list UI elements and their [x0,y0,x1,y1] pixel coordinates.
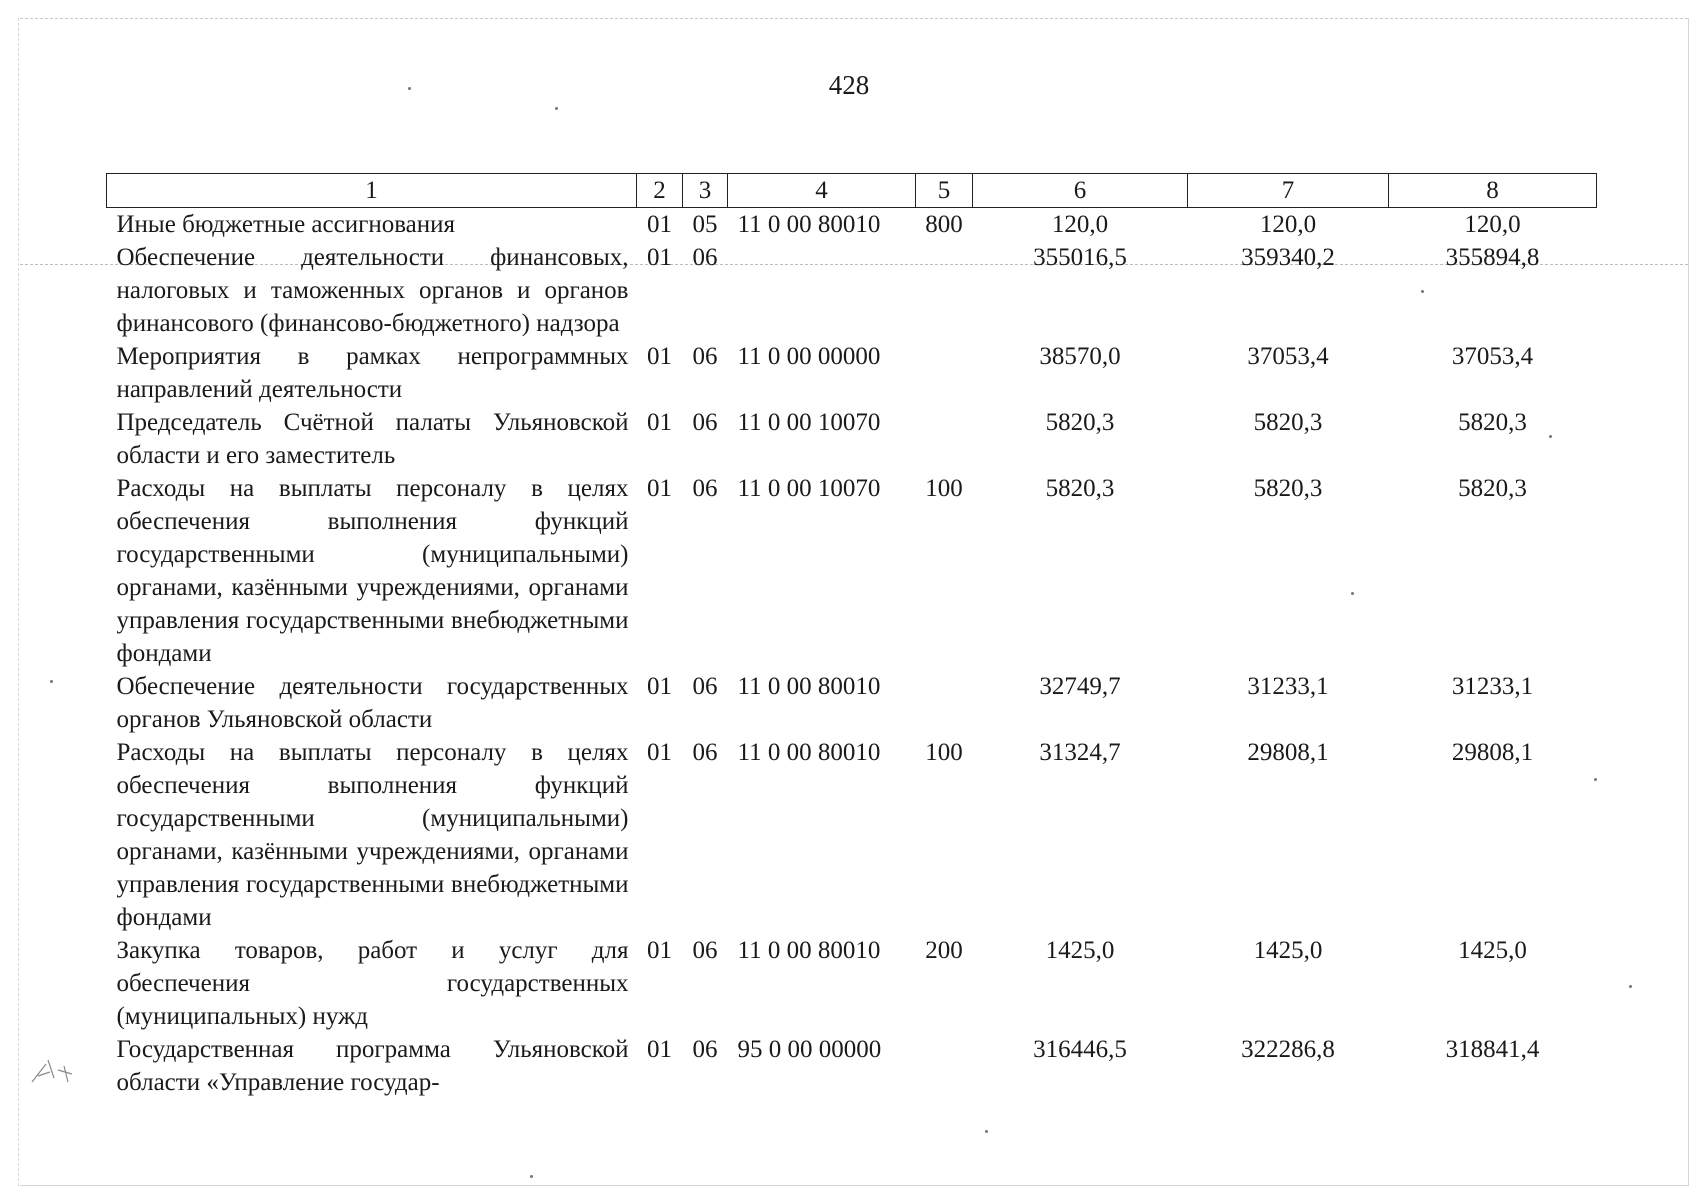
row-section: 01 [647,244,672,271]
row-subsection: 06 [692,673,718,700]
table-row [107,736,1597,934]
row-amount-col6: 5820,3 [1045,409,1115,436]
header-col-6: 6 [973,174,1188,208]
scan-edge-top [20,18,1688,19]
row-amount-col7: 1425,0 [1253,937,1323,964]
row-amount-col8: 37053,4 [1451,343,1534,370]
scan-speck [555,107,558,110]
row-target-article: 11 0 00 10070 [737,409,881,436]
row-section: 01 [647,475,672,502]
row-amount-col7: 120,0 [1259,211,1317,238]
row-section: 01 [647,739,672,766]
table-body [107,208,1597,1100]
row-amount-col6: 355016,5 [1033,244,1127,271]
row-amount-col8: 355894,8 [1445,244,1540,271]
scan-speck [50,680,53,683]
row-amount-col6: 1425,0 [1045,937,1115,964]
row-amount-col7: 359340,2 [1241,244,1335,271]
row-expense-type [916,241,973,340]
row-name: Закупка товаров, работ и услуг для обеспечения государственных (муниципальных) нужд [116,937,629,1030]
row-name: Иные бюджетные ассигнования [116,211,456,238]
row-expense-type [916,340,973,406]
header-col-8: 8 [1389,174,1597,208]
scan-speck [408,87,411,90]
row-amount-col7: 5820,3 [1253,475,1323,502]
row-name: Обеспечение деятельности государственных органов Ульяновской области [116,673,629,733]
row-amount-col7: 5820,3 [1253,409,1323,436]
scan-speck [530,1175,533,1178]
budget-table [106,173,1597,1099]
row-target-article: 11 0 00 00000 [737,343,881,370]
header-col-5: 5 [916,174,973,208]
scan-speck [985,1130,988,1133]
row-target-article: 11 0 00 80010 [737,937,881,964]
row-amount-col7: 29808,1 [1247,739,1329,766]
table-header [107,174,1597,208]
row-section: 01 [647,673,672,700]
scan-speck [1549,435,1552,438]
row-subsection: 06 [692,244,718,271]
table-row [107,934,1597,1033]
row-subsection: 06 [692,343,718,370]
row-target-article: 11 0 00 80010 [737,739,881,766]
scan-edge-bottom [20,1185,1688,1186]
row-expense-type [916,406,973,472]
page-number: 428 [828,70,870,100]
row-section: 01 [647,211,672,238]
row-name: Председатель Счётной палаты Ульяновской области и его заместитель [116,409,629,469]
row-name: Обеспечение деятельности финансовых, налоговых и таможенных органов и органов финансового (финансово-бюджетного) надзора [116,244,629,337]
row-amount-col6: 38570,0 [1039,343,1121,370]
row-amount-col6: 31324,7 [1039,739,1121,766]
row-subsection: 06 [692,475,718,502]
margin-scribble [28,1052,88,1092]
header-col-3: 3 [683,174,728,208]
row-expense-type: 100 [925,475,963,502]
row-name: Мероприятия в рамках непрограммных направлений деятельности [116,343,629,403]
row-amount-col6: 5820,3 [1045,475,1115,502]
row-target-article: 11 0 00 80010 [737,211,881,238]
row-name: Расходы на выплаты персоналу в целях обеспечения выполнения функций государственными (муниципальными) органами, казёнными учреждениями, органами управления государственными внебюджетными фондами [116,739,629,931]
table-row [107,241,1597,340]
header-col-7: 7 [1188,174,1389,208]
header-row [107,174,1597,208]
row-amount-col7: 37053,4 [1247,343,1329,370]
table-row [107,208,1597,242]
scan-speck [1594,778,1597,781]
row-name: Государственная программа Ульяновской области «Управление государ- [116,1036,629,1096]
row-subsection: 05 [692,211,718,238]
row-expense-type: 200 [925,937,963,964]
row-subsection: 06 [692,937,718,964]
row-amount-col7: 322286,8 [1241,1036,1335,1063]
row-section: 01 [647,1036,672,1063]
row-amount-col6: 316446,5 [1033,1036,1127,1063]
scan-speck [1629,985,1632,988]
row-amount-col8: 29808,1 [1451,739,1534,766]
row-subsection: 06 [692,1036,718,1063]
row-target-article [728,241,916,340]
scan-speck [1351,592,1354,595]
header-col-2: 2 [637,174,683,208]
row-amount-col8: 5820,3 [1458,475,1527,502]
row-subsection: 06 [692,409,718,436]
row-subsection: 06 [692,739,718,766]
table-row [107,340,1597,406]
row-amount-col8: 318841,4 [1445,1036,1540,1063]
row-target-article: 11 0 00 10070 [737,475,881,502]
header-col-1: 1 [107,174,637,208]
scan-speck [1421,290,1424,293]
row-amount-col7: 31233,1 [1247,673,1329,700]
row-expense-type [916,1033,973,1099]
row-section: 01 [647,409,672,436]
row-section: 01 [647,937,672,964]
row-amount-col8: 120,0 [1464,211,1521,238]
row-target-article: 95 0 00 00000 [737,1036,882,1063]
header-col-4: 4 [728,174,916,208]
table-row [107,406,1597,472]
row-target-article: 11 0 00 80010 [737,673,881,700]
scan-edge-left [18,18,19,1186]
row-expense-type: 100 [925,739,963,766]
row-amount-col8: 5820,3 [1458,409,1527,436]
table-row [107,1033,1597,1099]
row-section: 01 [647,343,672,370]
table-row [107,670,1597,736]
row-name: Расходы на выплаты персоналу в целях обеспечения выполнения функций государственными (муниципальными) органами, казёнными учреждениями, органами управления государственными внебюджетными фондами [116,475,629,667]
row-amount-col8: 1425,0 [1458,937,1527,964]
scan-edge-right [1688,18,1689,1186]
row-amount-col6: 32749,7 [1039,673,1121,700]
table-row [107,472,1597,670]
row-amount-col6: 120,0 [1051,211,1109,238]
row-expense-type [916,670,973,736]
row-amount-col8: 31233,1 [1451,673,1534,700]
row-expense-type: 800 [925,211,963,238]
